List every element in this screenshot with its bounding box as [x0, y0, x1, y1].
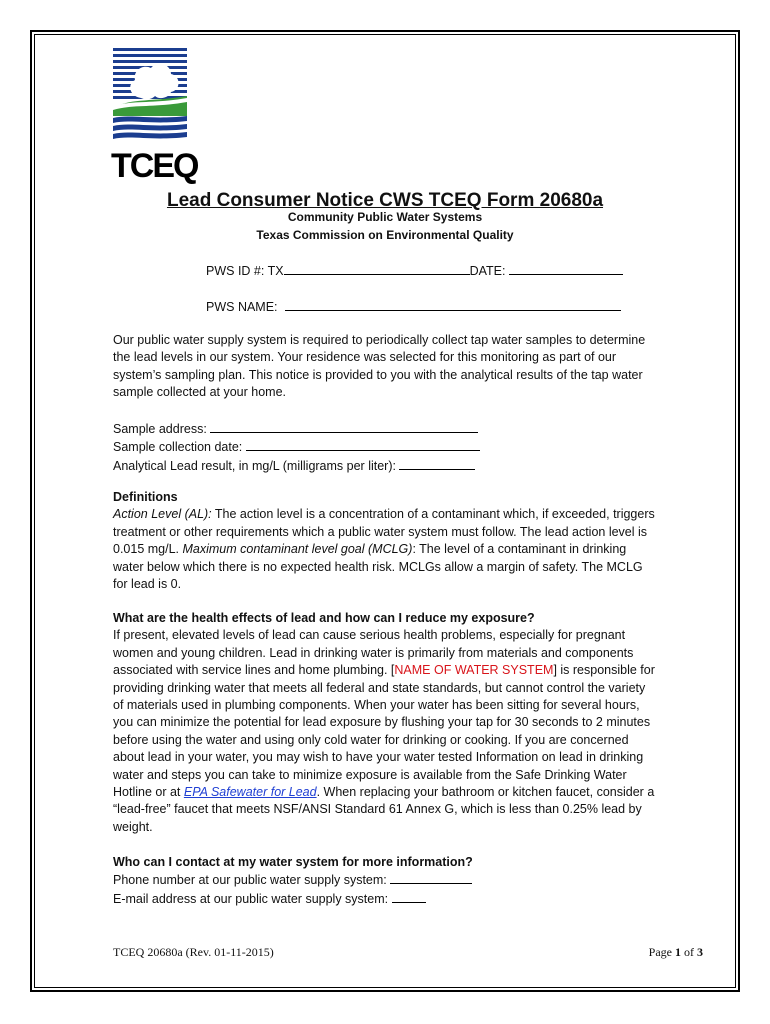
form-revision: TCEQ 20680a (Rev. 01-11-2015) — [113, 945, 274, 959]
tceq-logo-text: TCEQ — [111, 147, 198, 185]
contact-section — [113, 854, 658, 908]
sample-date-field[interactable] — [246, 438, 480, 451]
page-total: 3 — [697, 945, 703, 959]
sample-address-label: Sample address: — [113, 422, 207, 436]
subtitle-community: Community Public Water Systems — [287, 210, 483, 224]
health-section — [113, 610, 658, 836]
pws-id-field[interactable] — [284, 262, 470, 275]
email-field[interactable] — [392, 890, 426, 903]
definitions-section — [113, 489, 658, 593]
health-text-1: If present, elevated levels of lead can cause serious health problems, especially for pregnant women and young children. Lead in drinking water is primarily from materials and components associated with service lines and home plumbing. [ — [113, 628, 634, 678]
tceq-logo-icon — [111, 46, 189, 146]
intro-paragraph — [113, 332, 658, 402]
health-text-2: ] is responsible for providing drinking water that meets all federal and state standards, but cannot control the variety of materials used in plumbing components. When your water has been sitting for several hours, you can minimize the potential for lead exposure by flushing your tap for 30 seconds to 2 minutes before using the water and using only cold water for drinking or cooking. If you are concerned about lead in your water, you may wish to have your water tested Information on lead in drinking water and steps you can take to minimize exposure is available from the Safe Drinking Water Hotline or at — [113, 663, 655, 800]
health-text-3: . When replacing your bathroom or kitchen faucet, consider a “lead-free” faucet that meets NSF/ANSI Standard 61 Annex G, which is less than 0.25% lead by weight. — [113, 785, 655, 834]
form-title: Lead Consumer Notice CWS TCEQ Form 20680a — [166, 190, 604, 211]
epa-safewater-link[interactable]: EPA Safewater for Lead — [183, 785, 317, 800]
intro-text: Our public water supply system is required to periodically collect tap water samples to determine the lead levels in our system. Your residence was selected for this monitoring as part of our system’s sampling plan. This notice is provided to you with the analytical results of the tap water sample collected at your home. — [113, 333, 646, 400]
tceq-logo — [111, 46, 198, 186]
mclg-term: Maximum contaminant level goal (MCLG) — [182, 542, 413, 557]
water-system-placeholder: NAME OF WATER SYSTEM — [394, 663, 554, 678]
action-level-term: Action Level (AL): — [113, 507, 212, 522]
pws-id-label: PWS ID #: TX — [206, 264, 284, 278]
definitions-heading: Definitions — [113, 490, 178, 504]
phone-field[interactable] — [390, 871, 472, 884]
email-label: E-mail address at our public water supply system: — [113, 891, 389, 906]
mclg-text: : The level of a contaminant in drinking water below which there is no expected health risk. MCLGs allow a margin of safety. The MCLG for lead is 0. — [113, 542, 643, 592]
sample-section — [113, 420, 658, 475]
lead-result-field[interactable] — [399, 457, 475, 470]
page-prefix: Page — [648, 945, 675, 959]
contact-heading: Who can I contact at my water system for more information? — [113, 855, 473, 869]
page-indicator — [649, 945, 703, 960]
health-heading: What are the health effects of lead and how can I reduce my exposure? — [113, 611, 535, 625]
page-mid: of — [681, 945, 697, 959]
sample-address-field[interactable] — [210, 420, 478, 433]
pws-name-label: PWS NAME: — [206, 300, 278, 314]
subtitle-agency: Texas Commission on Environmental Quality — [256, 228, 514, 242]
date-label: DATE: — [469, 264, 506, 278]
pws-id-row — [206, 262, 623, 278]
page-number: 1 — [675, 945, 681, 959]
lead-result-label: Analytical Lead result, in mg/L (milligrams per liter): — [113, 458, 396, 473]
pws-name-field[interactable] — [285, 298, 621, 311]
sample-date-label: Sample collection date: — [113, 440, 243, 455]
action-level-text: The action level is a concentration of a contaminant which, if exceeded, triggers treatment or other requirements which a public water system must follow. The lead action level is 0.015 mg/L. — [113, 507, 655, 557]
phone-label: Phone number at our public water supply system: — [113, 873, 387, 888]
date-field[interactable] — [509, 262, 623, 275]
pws-name-row — [206, 298, 621, 314]
